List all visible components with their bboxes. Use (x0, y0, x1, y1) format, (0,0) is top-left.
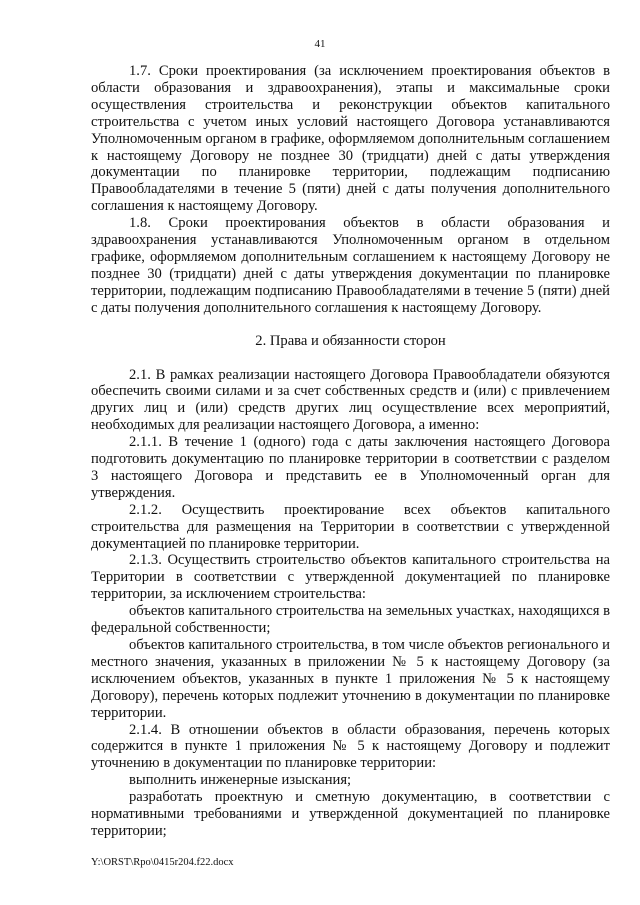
paragraph-1-8: 1.8. Сроки проектирования объектов в области образования и здравоохранения устанавливаются Уполномоченным органом в отдельном графике, оформляемом дополнительным соглашением к настоящему Договору не позднее 30 (тридцати) дней с даты утверждения документации по планировке территории, подлежащим подписанию Правообладателями в течение 5 (пяти) дней с даты получения дополнительного соглашения к настоящему Договору. (91, 215, 610, 316)
section-heading: 2. Права и обязанности сторон (255, 332, 446, 349)
paragraph-2-1-1: 2.1.1. В течение 1 (одного) года с даты заключения настоящего Договора подготовить документацию по планировке территории в соответствии с разделом 3 настоящего Договора и представить ее в Уполномоченный орган для утверждения. (91, 434, 610, 501)
page-number: 41 (314, 38, 326, 50)
footer-file-path: Y:\ORST\Rpo\0415r204.f22.docx (91, 857, 234, 868)
paragraph-exception-federal: объектов капитального строительства на земельных участках, находящихся в федеральной собственности; (91, 603, 610, 637)
document-body (91, 63, 610, 840)
paragraph-2-1-3: 2.1.3. Осуществить строительство объектов капитального строительства на Территории в соответствии с утвержденной документацией по планировке территории, за исключением строительства: (91, 552, 610, 603)
paragraph-1-7: 1.7. Сроки проектирования (за исключением проектирования объектов в области образования и здравоохранения), этапы и максимальные сроки осуществления строительства и реконструкции объектов капитального строительства с учетом иных условий настоящего Договора устанавливаются Уполномоченным органом в графике, оформляемом дополнительным соглашением к настоящему Договору не позднее 30 (тридцати) дней с даты утверждения документации по планировке территории, подлежащим подписанию Правообладателями в течение 5 (пяти) дней с даты получения дополнительного соглашения к настоящему Договору. (91, 63, 610, 215)
paragraph-engineering-surveys: выполнить инженерные изыскания; (129, 772, 352, 789)
paragraph-exception-regional: объектов капитального строительства, в том числе объектов регионального и местного значения, указанных в приложении № 5 к настоящему Договору (за исключением объектов, указанных в пункте 1 приложения № 5 к настоящему Договору), перечень которых подлежит уточнению в документации по планировке территории. (91, 637, 610, 721)
paragraph-2-1: 2.1. В рамках реализации настоящего Договора Правообладатели обязуются обеспечить своими силами и за счет собственных средств и (или) с привлечением других лиц и (или) средств других лиц осуществление всех мероприятий, необходимых для реализации настоящего Договора, а именно: (91, 366, 610, 434)
paragraph-design-documentation: разработать проектную и сметную документацию, в соответствии с нормативными требованиями и утвержденной документацией по планировке территории; (91, 789, 610, 839)
paragraph-2-1-2: 2.1.2. Осуществить проектирование всех объектов капитального строительства для размещения на Территории в соответствии с утвержденной документацией по планировке территории. (91, 501, 610, 552)
paragraph-2-1-4: 2.1.4. В отношении объектов в области образования, перечень которых содержится в пункте 1 приложения № 5 к настоящему Договору и подлежит уточнению в документации по планировке территории: (91, 721, 610, 772)
